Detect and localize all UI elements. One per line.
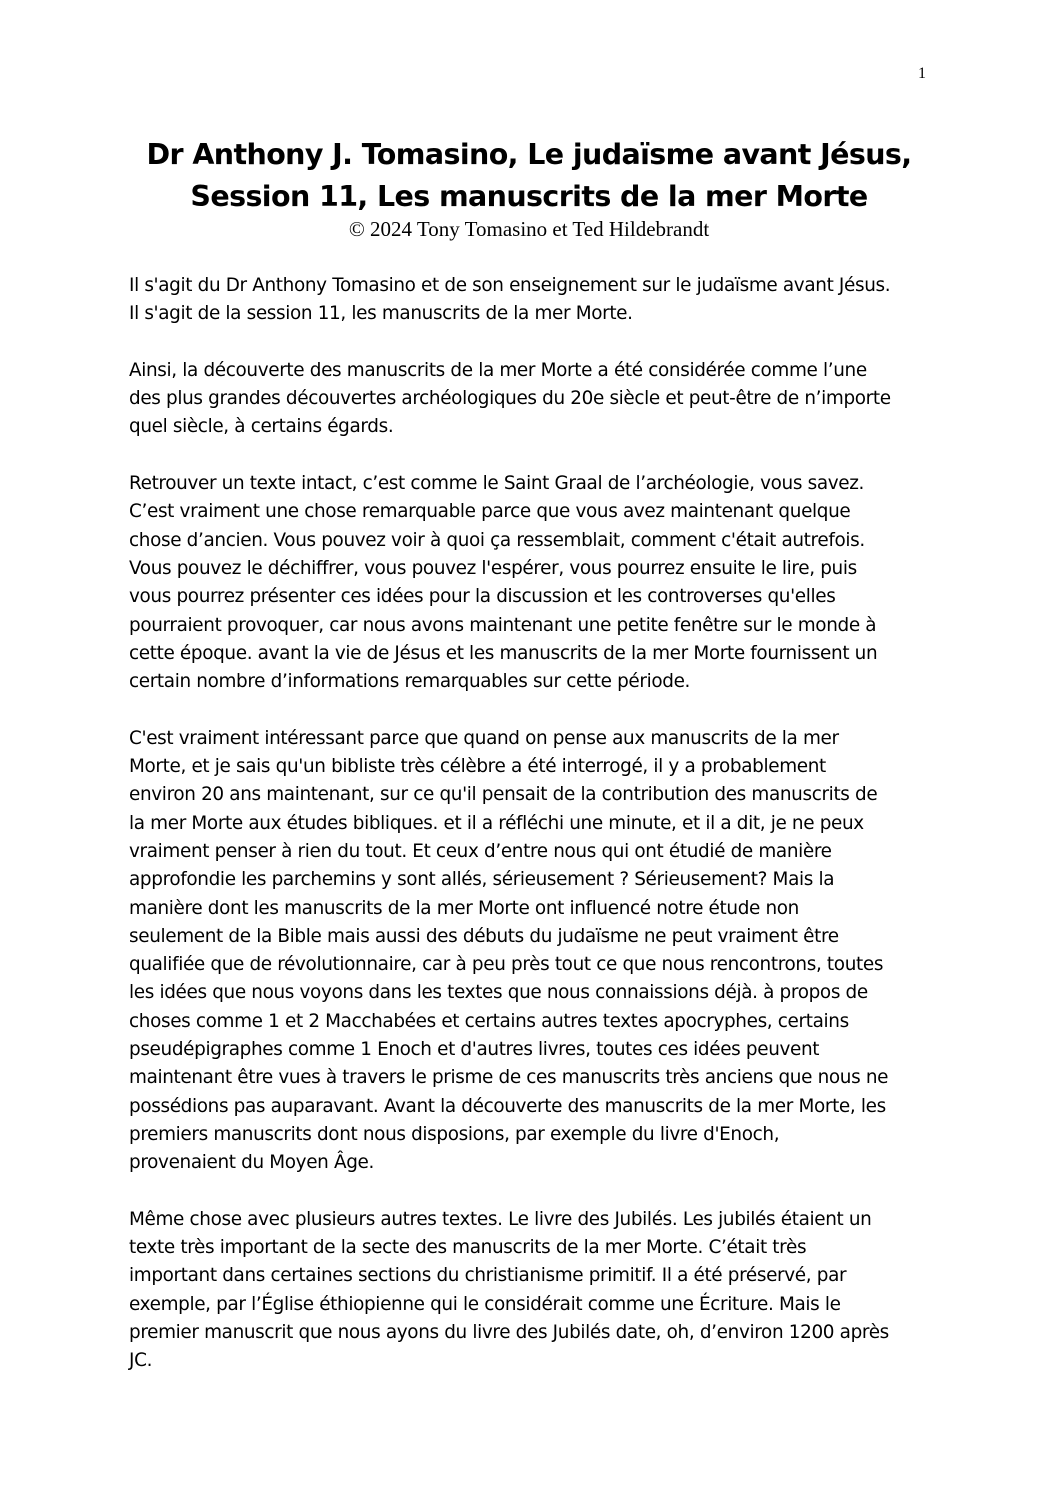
text-line: choses comme 1 et 2 Macchabées et certains autres textes apocryphes, certains (129, 1010, 849, 1032)
text-line: environ 20 ans maintenant, sur ce qu'il pensait de la contribution des manuscrits de (129, 784, 878, 806)
paragraph (129, 470, 939, 696)
text-line: Même chose avec plusieurs autres textes. Le livre des Jubilés. Les jubilés étaient un (129, 1208, 872, 1230)
text-line: vous pourrez présenter ces idées pour la discussion et les controverses qu'elles (129, 586, 836, 608)
text-line: qualifiée que de révolutionnaire, car à peu près tout ce que nous rencontrons, toutes (129, 954, 884, 976)
text-line: important dans certaines sections du christianisme primitif. Il a été préservé, par (129, 1265, 847, 1287)
paragraph (129, 725, 939, 1178)
title-line-1: Dr Anthony J. Tomasino, Le judaïsme avant Jésus, (146, 138, 912, 171)
text-line: maintenant être vues à travers le prisme de ces manuscrits très anciens que nous ne (129, 1067, 889, 1089)
title-line-2: Session 11, Les manuscrits de la mer Morte (190, 180, 868, 213)
text-line: Ainsi, la découverte des manuscrits de la mer Morte a été considérée comme l’une (129, 359, 867, 381)
text-line: premiers manuscrits dont nous disposions, par exemple du livre d'Enoch, (129, 1123, 780, 1145)
text-line: chose d’ancien. Vous pouvez voir à quoi ça ressemblait, comment c'était autrefois. (129, 529, 865, 551)
page-number: 1 (918, 65, 926, 82)
text-line: quel siècle, à certains égards. (129, 416, 394, 438)
text-line: seulement de la Bible mais aussi des débuts du judaïsme ne peut vraiment être (129, 925, 839, 947)
copyright-line: © 2024 Tony Tomasino et Ted Hildebrandt (348, 217, 710, 241)
text-line: Morte, et je sais qu'un bibliste très célèbre a été interrogé, il y a probablement (129, 756, 826, 778)
text-line: pourraient provoquer, car nous avons maintenant une petite fenêtre sur le monde à (129, 614, 877, 636)
text-line: premier manuscrit que nous ayons du livre des Jubilés date, oh, d’environ 1200 après (129, 1321, 889, 1343)
document-title (60, 134, 998, 218)
text-line: manière dont les manuscrits de la mer Morte ont influencé notre étude non (129, 897, 799, 919)
text-line: JC. (129, 1350, 153, 1372)
text-line: Il s'agit du Dr Anthony Tomasino et de son enseignement sur le judaïsme avant Jésus. (129, 275, 891, 296)
text-line: pseudépigraphes comme 1 Enoch et d'autres livres, toutes ces idées peuvent (129, 1039, 820, 1061)
text-line: exemple, par l’Église éthiopienne qui le considérait comme une Écriture. Mais le (129, 1293, 841, 1315)
text-line: Il s'agit de la session 11, les manuscrits de la mer Morte. (129, 303, 633, 325)
text-line: C’est vraiment une chose remarquable parce que vous avez maintenant quelque (129, 501, 851, 523)
text-line: cette époque. avant la vie de Jésus et les manuscrits de la mer Morte fournissent un (129, 642, 878, 664)
paragraph (129, 357, 939, 442)
text-line: C'est vraiment intéressant parce que quand on pense aux manuscrits de la mer (129, 727, 839, 749)
text-line: Vous pouvez le déchiffrer, vous pouvez l'espérer, vous pourrez ensuite le lire, puis (129, 557, 857, 579)
text-line: certain nombre d’informations remarquables sur cette période. (129, 671, 691, 693)
text-line: provenaient du Moyen Âge. (129, 1152, 375, 1174)
paragraph (129, 1206, 939, 1376)
text-line: possédions pas auparavant. Avant la découverte des manuscrits de la mer Morte, les (129, 1095, 886, 1117)
text-line: Retrouver un texte intact, c’est comme le Saint Graal de l’archéologie, vous savez. (129, 473, 865, 495)
text-line: la mer Morte aux études bibliques. et il a réfléchi une minute, et il a dit, je ne peux (129, 812, 864, 834)
text-line: texte très important de la secte des manuscrits de la mer Morte. C’était très (129, 1237, 807, 1259)
text-line: approfondie les parchemins y sont allés, sérieusement ? Sérieusement? Mais la (129, 869, 835, 891)
text-line: des plus grandes découvertes archéologiques du 20e siècle et peut-être de n’importe (129, 388, 891, 410)
text-line: vraiment penser à rien du tout. Et ceux d’entre nous qui ont étudié de manière (129, 840, 832, 862)
body-text (129, 272, 939, 1404)
paragraph (129, 272, 939, 329)
text-line: les idées que nous voyons dans les textes que nous connaissions déjà. à propos de (129, 982, 868, 1004)
